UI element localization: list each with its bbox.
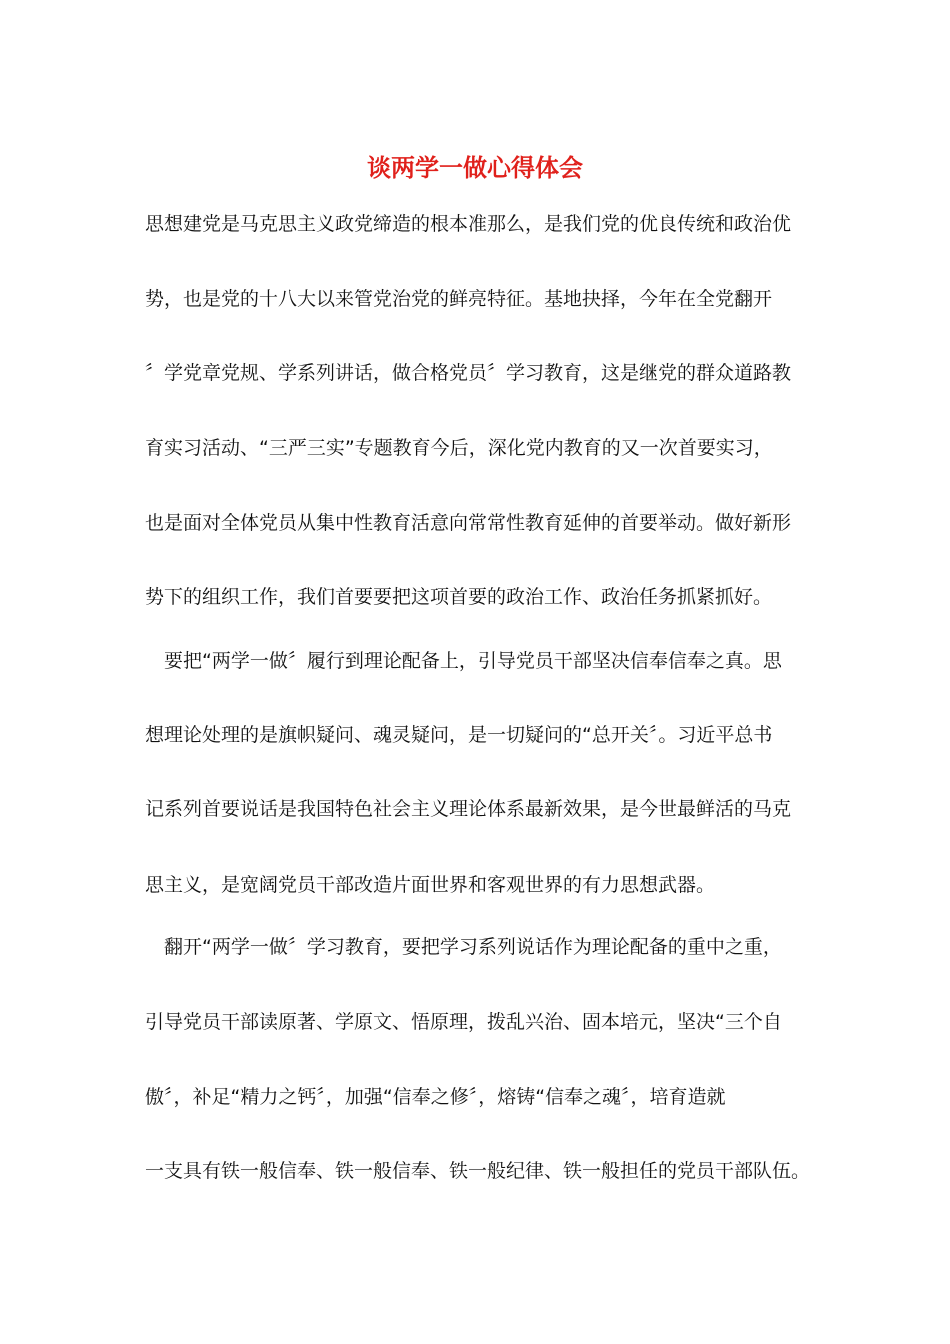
- text-line-13: 傲〞，补足“精力之钙〞，加强“信奉之修〞，熔铸“信奉之魂〞，培育造就: [145, 1086, 726, 1108]
- text-line-10: 思主义，是宽阔党员干部改造片面世界和客观世界的有力思想武器。: [145, 874, 716, 896]
- document-title: 谈两学一做心得体会: [367, 153, 583, 182]
- text-line-6: 势下的组织工作，我们首要要把这项首要的政治工作、政治任务抓紧抓好。: [145, 586, 773, 608]
- text-line-8: 想理论处理的是旗帜疑问、魂灵疑问，是一切疑问的“总开关〞。习近平总书: [145, 724, 773, 746]
- text-line-11: 翻开“两学一做〞学习教育，要把学习系列说话作为理论配备的重中之重，: [145, 936, 782, 958]
- text-line-7: 要把“两学一做〞履行到理论配备上，引导党员干部坚决信奉信奉之真。思: [145, 650, 782, 672]
- text-line-3: 〞学党章党规、学系列讲话，做合格党员〞学习教育，这是继党的群众道路教: [145, 362, 792, 384]
- text-line-12: 引导党员干部读原著、学原文、悟原理，拨乱兴治、固本培元，坚决“三个自: [145, 1011, 782, 1033]
- text-line-5: 也是面对全体党员从集中性教育活意向常常性教育延伸的首要举动。做好新形: [145, 512, 792, 534]
- text-line-2: 势，也是党的十八大以来管党治党的鲜亮特征。基地抉择，今年在全党翻开: [145, 288, 773, 310]
- text-line-1: 思想建党是马克思主义政党缔造的根本准那么，是我们党的优良传统和政治优: [145, 213, 792, 235]
- text-line-4: 育实习活动、“三严三实”专题教育今后，深化党内教育的又一次首要实习，: [145, 437, 773, 459]
- text-line-14: 一支具有铁一般信奉、铁一般信奉、铁一般纪律、铁一般担任的党员干部队伍。: [145, 1160, 811, 1182]
- text-line-9: 记系列首要说话是我国特色社会主义理论体系最新效果，是今世最鲜活的马克: [145, 798, 792, 820]
